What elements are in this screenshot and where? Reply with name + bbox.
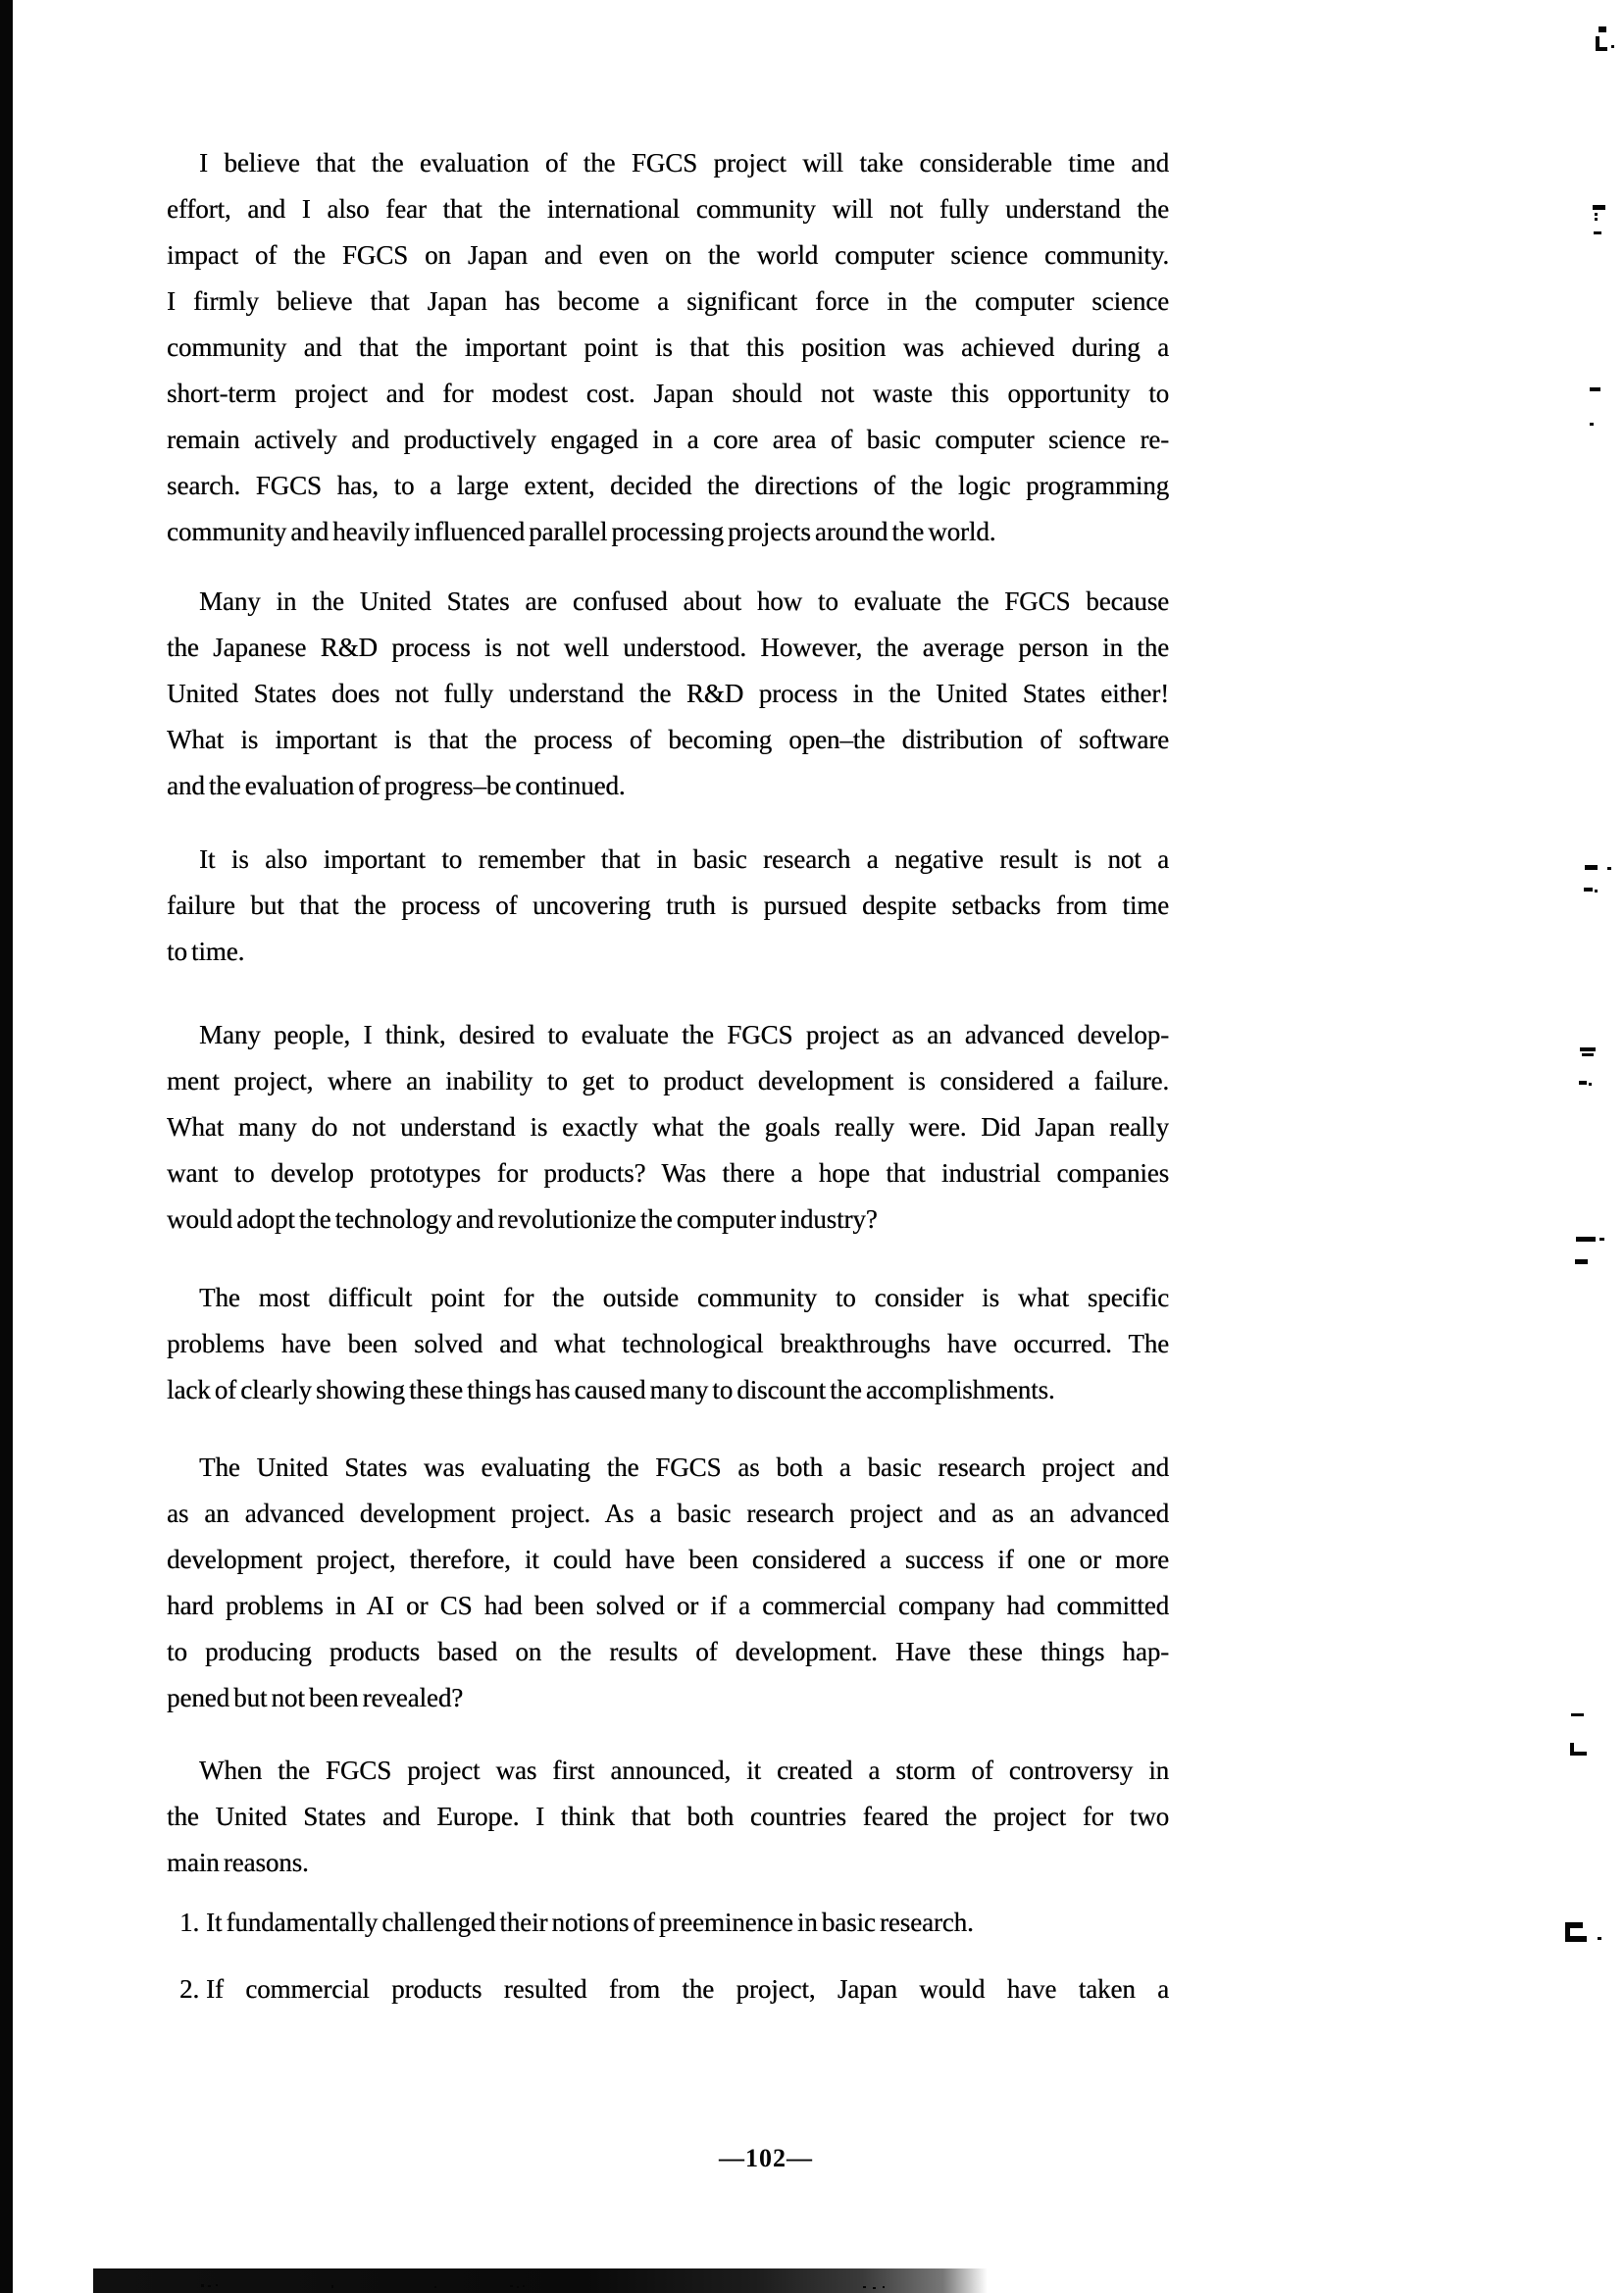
- text-line: as an advanced development project. As a basic research project and as an advanced: [167, 1499, 1169, 1528]
- scan-mark: [1582, 1053, 1594, 1056]
- text-line: effort, and I also fear that the international community will not fully understand the: [167, 194, 1169, 224]
- text-line: hard problems in AI or CS had been solved or if a commercial company had committed: [167, 1591, 1169, 1620]
- text-line: I firmly believe that Japan has become a significant force in the computer science: [167, 286, 1169, 316]
- list-item-number: 1.: [179, 1908, 200, 1937]
- paragraph: [167, 1445, 1169, 1721]
- scan-mark: [1598, 1937, 1601, 1940]
- list-item: [179, 1966, 1169, 2013]
- text-line: Many in the United States are confused about how to evaluate the FGCS because: [199, 586, 1169, 616]
- scan-mark: [216, 2284, 218, 2286]
- list-item-number: 2.: [179, 1974, 200, 2004]
- scan-mark: [1595, 213, 1598, 216]
- text-line: would adopt the technology and revolutionize the computer industry?: [167, 1204, 878, 1234]
- text-line: pened but not been revealed?: [167, 1683, 464, 1712]
- scan-mark: [1584, 888, 1593, 892]
- scan-mark: [510, 2285, 513, 2287]
- text-line: search. FGCS has, to a large extent, decided the directions of the logic programming: [167, 471, 1169, 500]
- scan-mark: [1575, 1259, 1588, 1264]
- text-line: the Japanese R&D process is not well understood. However, the average person in the: [167, 633, 1169, 662]
- paragraph: [167, 140, 1169, 555]
- list-item-text: It fundamentally challenged their notions of preeminence in basic research.: [206, 1908, 974, 1937]
- text-line: ment project, where an inability to get to product development is considered a failure.: [167, 1066, 1169, 1096]
- text-line: failure but that the process of uncovering truth is pursued despite setbacks from time: [167, 891, 1169, 920]
- scan-mark: [1607, 867, 1611, 870]
- text-line: community and heavily influenced parallel processing projects around the world.: [167, 517, 996, 546]
- left-edge-scan-bar: [0, 0, 13, 2293]
- scan-mark: [201, 2284, 204, 2287]
- text-line: problems have been solved and what technological breakthroughs have occurred. The: [167, 1329, 1169, 1358]
- scan-mark: [523, 2285, 525, 2287]
- paragraph: [167, 837, 1169, 975]
- scan-mark: [1580, 1047, 1596, 1051]
- text-line: to producing products based on the results of development. Have these things hap-: [167, 1637, 1169, 1666]
- text-line: United States does not fully understand the R&D process in the United States either!: [167, 679, 1169, 708]
- scan-mark: [1595, 218, 1598, 221]
- scan-mark: [1596, 47, 1607, 51]
- scan-mark: [883, 2286, 885, 2288]
- paragraph: [167, 1275, 1169, 1413]
- scan-mark: [331, 2285, 333, 2288]
- text-line: want to develop prototypes for products? Was there a hope that industrial companies: [167, 1158, 1169, 1188]
- scan-mark: [873, 2287, 876, 2289]
- scan-mark: [1611, 45, 1614, 48]
- text-line: I believe that the evaluation of the FGCS project will take considerable time and: [199, 148, 1169, 178]
- scan-mark: [1594, 231, 1601, 234]
- scan-mark: [434, 2286, 436, 2288]
- text-line: What is important is that the process of becoming open–the distribution of software: [167, 725, 1169, 754]
- paragraph: [167, 579, 1169, 809]
- text-line: short-term project and for modest cost. Japan should not waste this opportunity to: [167, 379, 1169, 408]
- scan-mark: [1593, 205, 1605, 210]
- text-line: It is also important to remember that in basic research a negative result is not a: [199, 844, 1169, 874]
- scan-mark: [1570, 1752, 1587, 1756]
- scan-mark: [863, 2286, 866, 2288]
- scan-mark: [1589, 1083, 1592, 1086]
- text-line: and the evaluation of progress–be continued.: [167, 771, 626, 800]
- list-item-text: If commercial products resulted from the project, Japan would have taken a: [206, 1974, 1169, 2004]
- paragraph: [167, 1012, 1169, 1243]
- page-number: —102—: [719, 2144, 813, 2172]
- text-line: lack of clearly showing these things has caused many to discount the accomplishments.: [167, 1375, 1055, 1404]
- scan-mark: [1565, 1936, 1587, 1942]
- text-line: The most difficult point for the outside community to consider is what specific: [199, 1283, 1169, 1312]
- paragraph: [167, 1748, 1169, 1886]
- text-line: the United States and Europe. I think that both countries feared the project for two: [167, 1802, 1169, 1831]
- text-line: to time.: [167, 937, 245, 966]
- bottom-edge-scan-band: [93, 2268, 988, 2293]
- scan-mark: [1579, 1081, 1587, 1085]
- text-line: The United States was evaluating the FGCS as both a basic research project and: [199, 1452, 1169, 1482]
- text-line: community and that the important point is that this position was achieved during a: [167, 332, 1169, 362]
- scan-mark: [1576, 1237, 1596, 1242]
- scan-mark: [1585, 865, 1598, 870]
- scan-mark: [1571, 1713, 1584, 1716]
- text-line: remain actively and productively engaged in a core area of basic computer science re-: [167, 425, 1169, 454]
- text-line: When the FGCS project was first announced, it created a storm of controversy in: [199, 1756, 1169, 1785]
- scan-mark: [1590, 423, 1594, 426]
- scan-mark: [1595, 890, 1598, 892]
- scan-mark: [1599, 1238, 1604, 1241]
- text-line: development project, therefore, it could have been considered a success if one or more: [167, 1545, 1169, 1574]
- list-item: [179, 1900, 1169, 1946]
- text-line: impact of the FGCS on Japan and even on the world computer science community.: [167, 240, 1169, 270]
- text-line: Many people, I think, desired to evaluate the FGCS project as an advanced develop-: [199, 1020, 1169, 1049]
- scan-mark: [1599, 26, 1606, 32]
- text-line: What many do not understand is exactly what the goals really were. Did Japan really: [167, 1112, 1169, 1142]
- scan-mark: [208, 2285, 211, 2287]
- text-line: main reasons.: [167, 1848, 309, 1877]
- scan-mark: [517, 2286, 519, 2288]
- scan-mark: [1590, 387, 1600, 391]
